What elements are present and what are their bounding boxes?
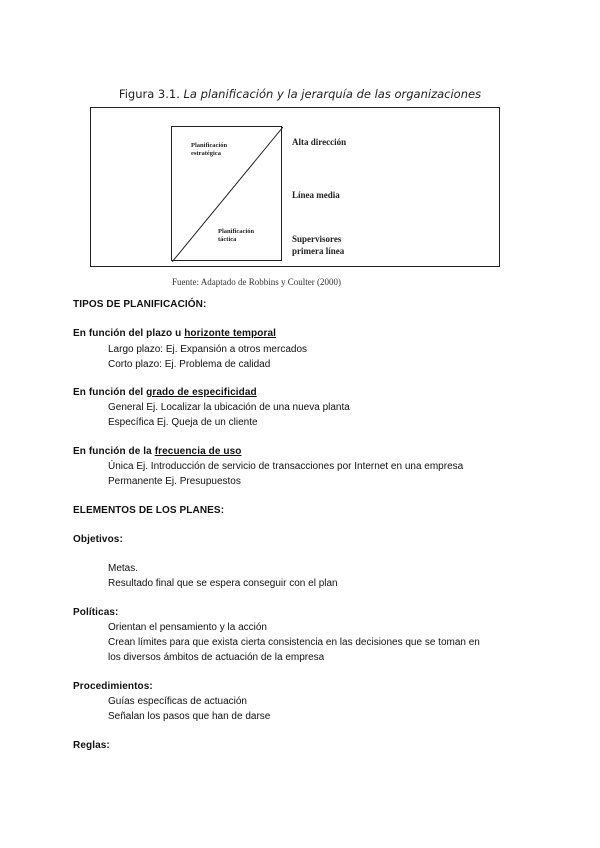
level-linea-media: Línea media [292,190,340,200]
objetivos-heading: Objetivos: [73,534,123,545]
tactical-label [218,228,254,244]
plazo-heading [73,328,276,339]
elementos-heading: ELEMENTOS DE LOS PLANES: [73,505,225,516]
procedimientos-heading: Procedimientos: [73,681,153,692]
plazo-underlined: horizonte temporal [184,328,276,339]
figure-source: Fuente: Adaptado de Robbins y Coulter (2000) [172,277,341,287]
frec-prefix: En función de la [73,446,155,457]
espec-prefix: En función del [73,387,147,398]
tactical-label-line2: táctica [218,236,237,243]
frec-underlined: frecuencia de uso [154,446,242,457]
reglas-heading: Reglas: [73,740,110,751]
espec-underlined: grado de especificidad [146,387,257,398]
frecuencia-heading [73,446,241,457]
list-item: Resultado final que se espera conseguir con el plan [108,578,338,589]
level-supervisores: Supervisores [292,234,342,244]
list-item: Permanente Ej. Presupuestos [108,476,241,487]
figure-caption-title: La planificación y la jerarquía de las organizaciones [183,87,482,101]
strategic-label-line1: Planificación [191,142,228,149]
strategic-label-line2: estratégica [191,150,221,157]
list-item: Largo plazo: Ej. Expansión a otros mercados [108,344,307,355]
tactical-label-line1: Planificación [218,228,255,235]
figure-box [90,107,500,267]
especificidad-heading [73,387,257,398]
list-item: General Ej. Localizar la ubicación de una nueva planta [108,402,350,413]
plazo-prefix: En función del plazo u [73,328,185,339]
list-item: los diversos ámbitos de actuación de la empresa [108,652,325,663]
list-item: Corto plazo: Ej. Problema de calidad [108,359,271,370]
politicas-heading: Políticas: [73,607,119,618]
list-item: Única Ej. Introducción de servicio de transacciones por Internet en una empresa [108,461,464,472]
list-item: Señalan los pasos que han de darse [108,711,271,722]
figure-caption [0,87,600,101]
strategic-label [191,142,227,158]
list-item: Específica Ej. Queja de un cliente [108,417,258,428]
list-item: Metas. [108,563,139,574]
level-alta-direccion: Alta dirección [292,137,347,147]
list-item: Crean límites para que exista cierta consistencia en las decisiones que se toman en [108,637,480,648]
tipos-heading: TIPOS DE PLANIFICACIÓN: [73,299,207,310]
list-item: Guías específicas de actuación [108,696,247,707]
figure-caption-prefix: Figura 3.1. [118,87,180,101]
list-item: Orientan el pensamiento y la acción [108,622,267,633]
level-primera-linea: primera línea [292,246,345,256]
